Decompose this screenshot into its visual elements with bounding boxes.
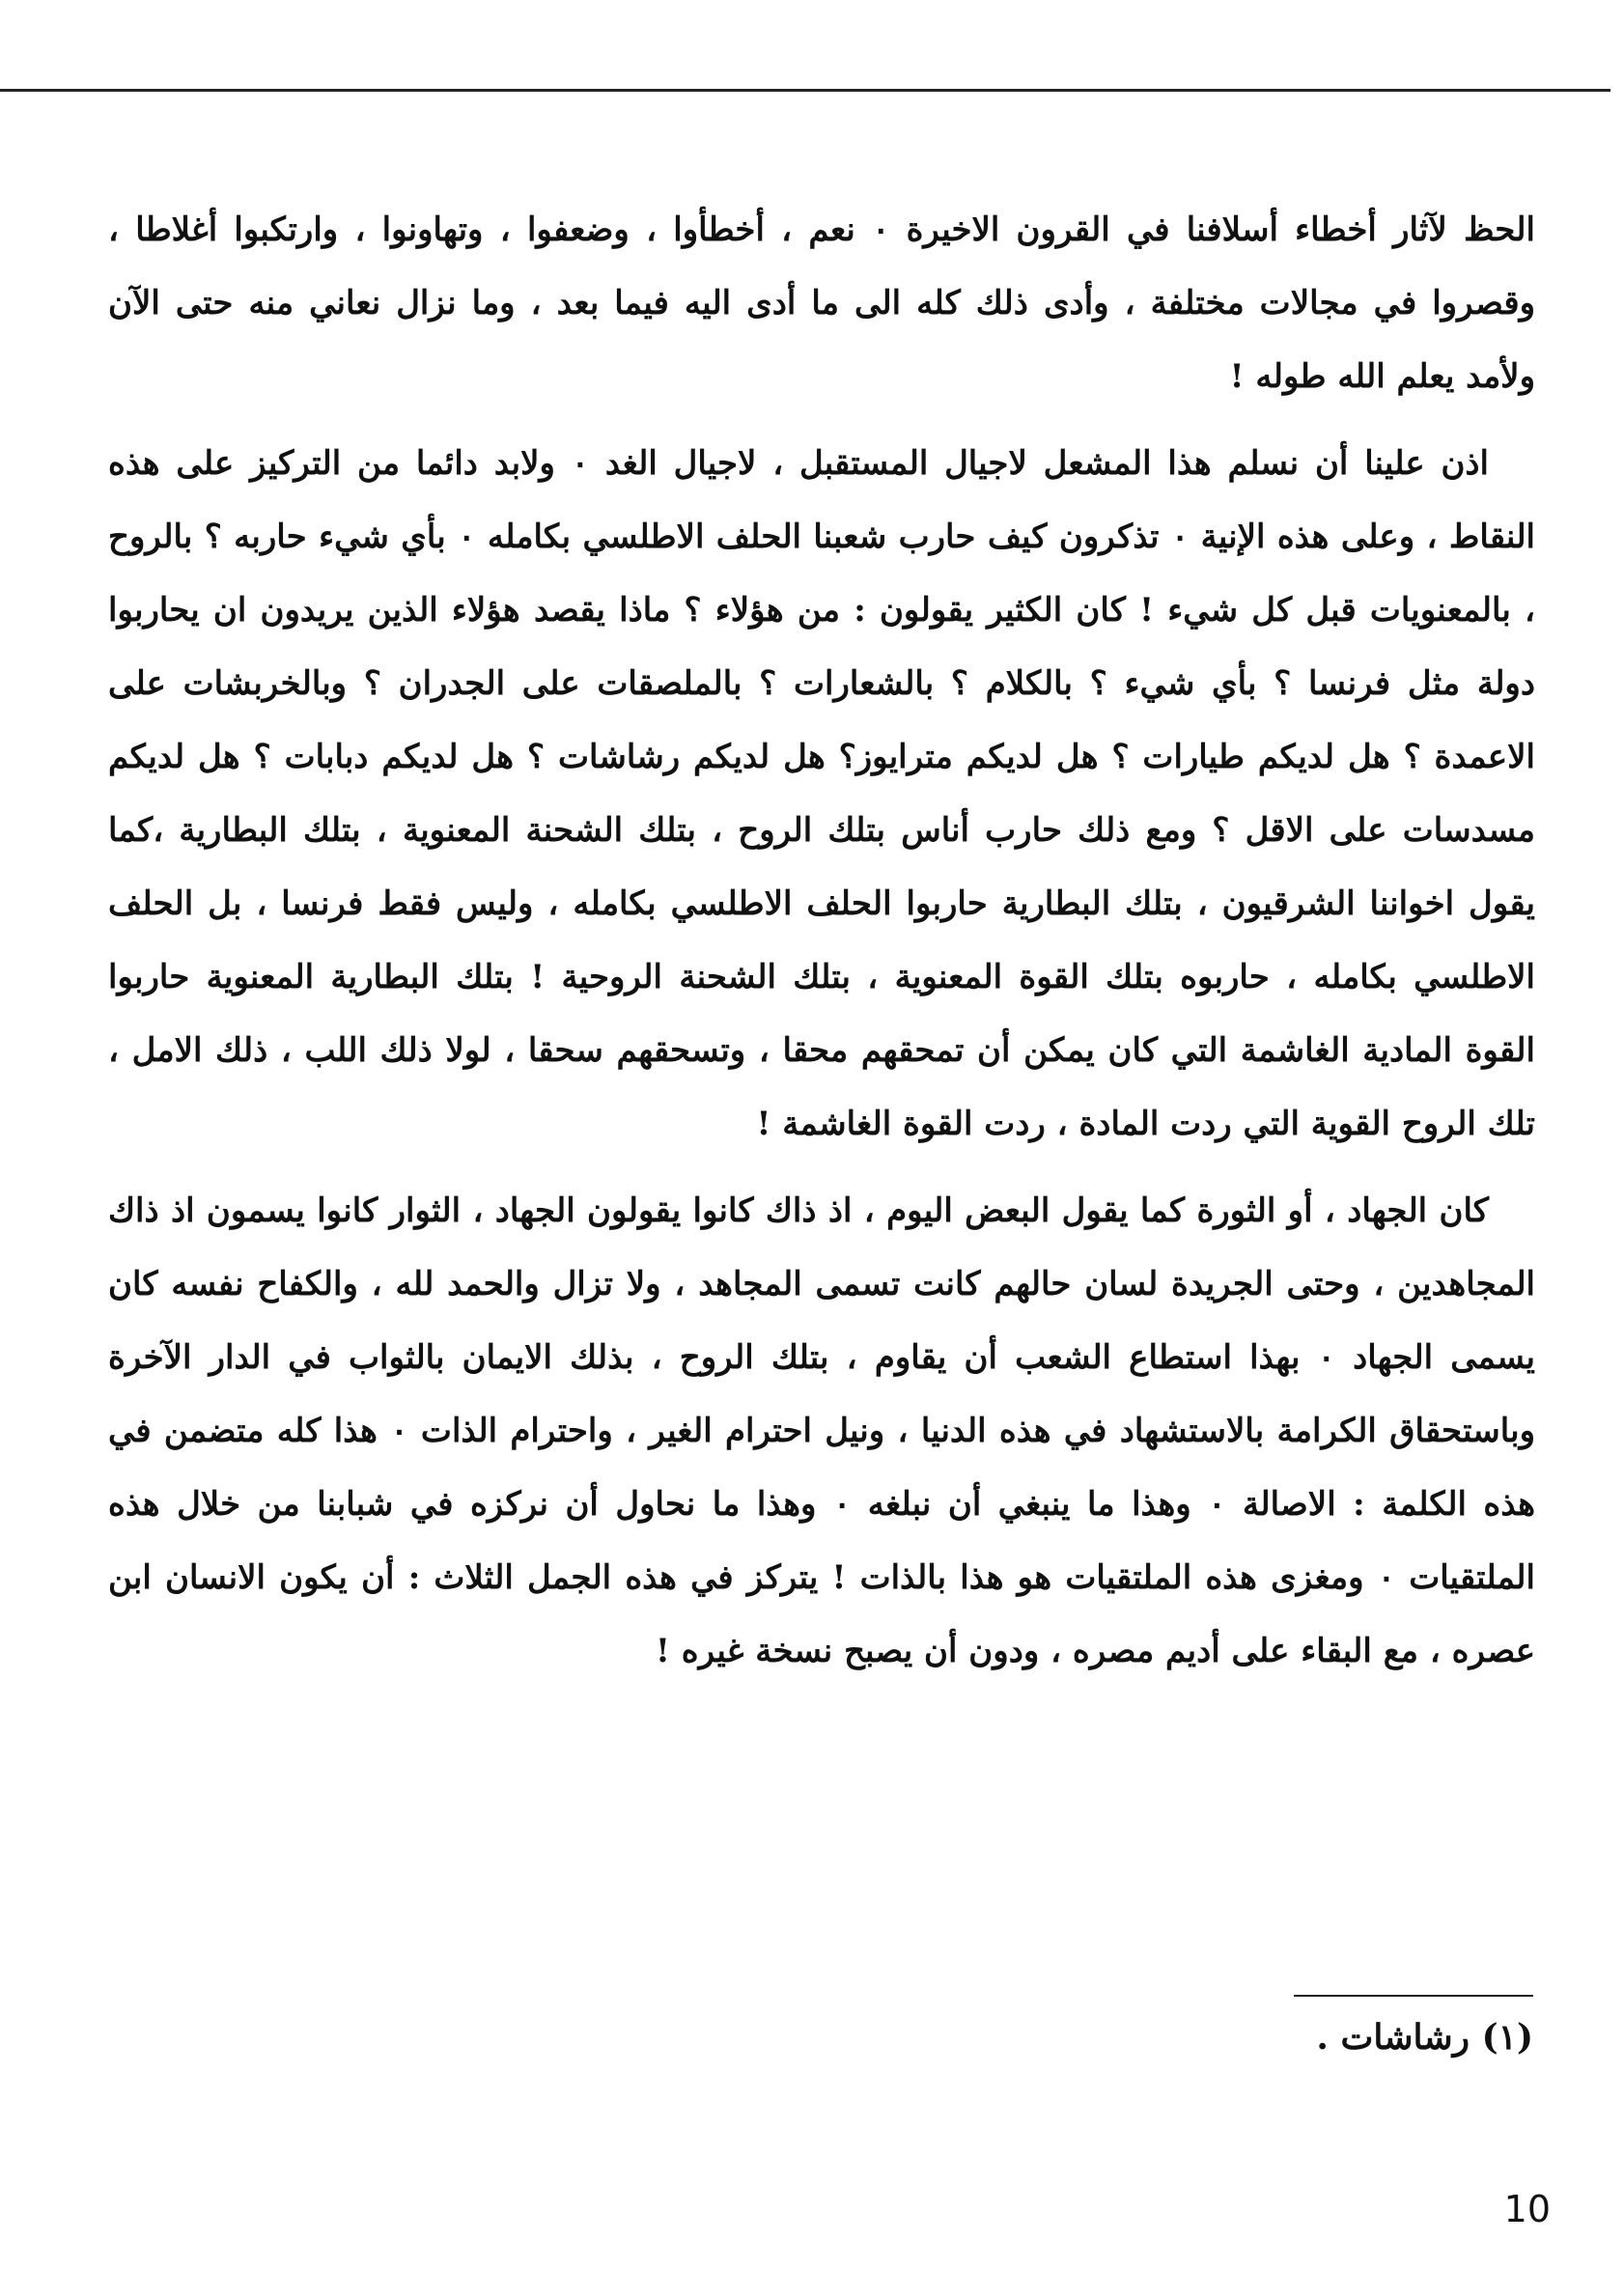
paragraph-3: كان الجهاد ، أو الثورة كما يقول البعض اليوم ، اذ ذاك كانوا يقولون الجهاد ، الثوار كانوا يسمون اذ ذاك المجاهدين ، وحتى الجريدة لسان حالهم كانت تسمى المجاهد ، ولا تزال والحمد لله ، والكفاح نفسه كان يسمى الجهاد ٠ بهذا استطاع الشعب أن يقاوم ، بتلك الروح ، بذلك الايمان بالثواب في الدار الآخرة وباستحقاق الكرامة بالاستشهاد في هذه الدنيا ، ونيل احترام الغير ، واحترام الذات ٠ هذا كله متضمن في هذه الكلمة : الاصالة ٠ وهذا ما ينبغي أن نبلغه ٠ وهذا ما نحاول أن نركزه في شبابنا من خلال هذه الملتقيات ٠ ومغزى هذه الملتقيات هو هذا بالذات ! يتركز في هذه الجمل الثلاث : أن يكون الانسان ابن عصره ، مع البقاء على أديم مصره ، ودون أن يصبح نسخة غيره ! <box>108 1191 1536 1670</box>
paragraph-1: الحظ لآثار أخطاء أسلافنا في القرون الاخيرة ٠ نعم ، أخطأوا ، وضعفوا ، وتهاونوا ، وارتكبوا أغلاطا ، وقصروا في مجالات مختلفة ، وأدى ذلك كله الى ما أدى اليه فيما بعد ، وما نزال نعاني منه حتى الآن ولأمد يعلم الله طوله ! <box>108 210 1535 396</box>
header-rule <box>0 89 1610 92</box>
footnote: (١) رشاشات . <box>1316 2017 1533 2058</box>
page-body <box>108 193 1535 1688</box>
paragraph-2: اذن علينا أن نسلم هذا المشعل لاجيال المستقبل ، لاجيال الغد ٠ ولابد دائما من التركيز على هذه النقاط ، وعلى هذه الإنية ٠ تذكرون كيف حارب شعبنا الحلف الاطلسي بكامله ٠ بأي شيء حاربه ؟ بالروح ، بالمعنويات قبل كل شيء ! كان الكثير يقولون : من هؤلاء ؟ ماذا يقصد هؤلاء الذين يريدون ان يحاربوا دولة مثل فرنسا ؟ بأي شيء ؟ بالكلام ؟ بالشعارات ؟ بالملصقات على الجدران ؟ وبالخربشات على الاعمدة ؟ هل لديكم طيارات ؟ هل لديكم مترايوز؟ هل لديكم رشاشات ؟ هل لديكم دبابات ؟ هل لديكم مسدسات على الاقل ؟ ومع ذلك حارب أناس بتلك الروح ، بتلك الشحنة المعنوية ، بتلك البطارية ،كما يقول اخواننا الشرقيون ، بتلك البطارية حاربوا الحلف الاطلسي بكامله ، وليس فقط فرنسا ، بل الحلف الاطلسي بكامله ، حاربوه بتلك القوة المعنوية ، بتلك الشحنة الروحية ! بتلك البطارية المعنوية حاربوا القوة المادية الغاشمة التي كان يمكن أن تمحقهم محقا ، وتسحقهم سحقا ، لولا ذلك اللب ، ذلك الامل ، تلك الروح القوية التي ردت المادة ، ردت القوة الغاشمة ! <box>108 444 1535 1143</box>
footnote-separator <box>1294 1995 1533 1997</box>
page-number: 10 <box>1503 2188 1551 2230</box>
